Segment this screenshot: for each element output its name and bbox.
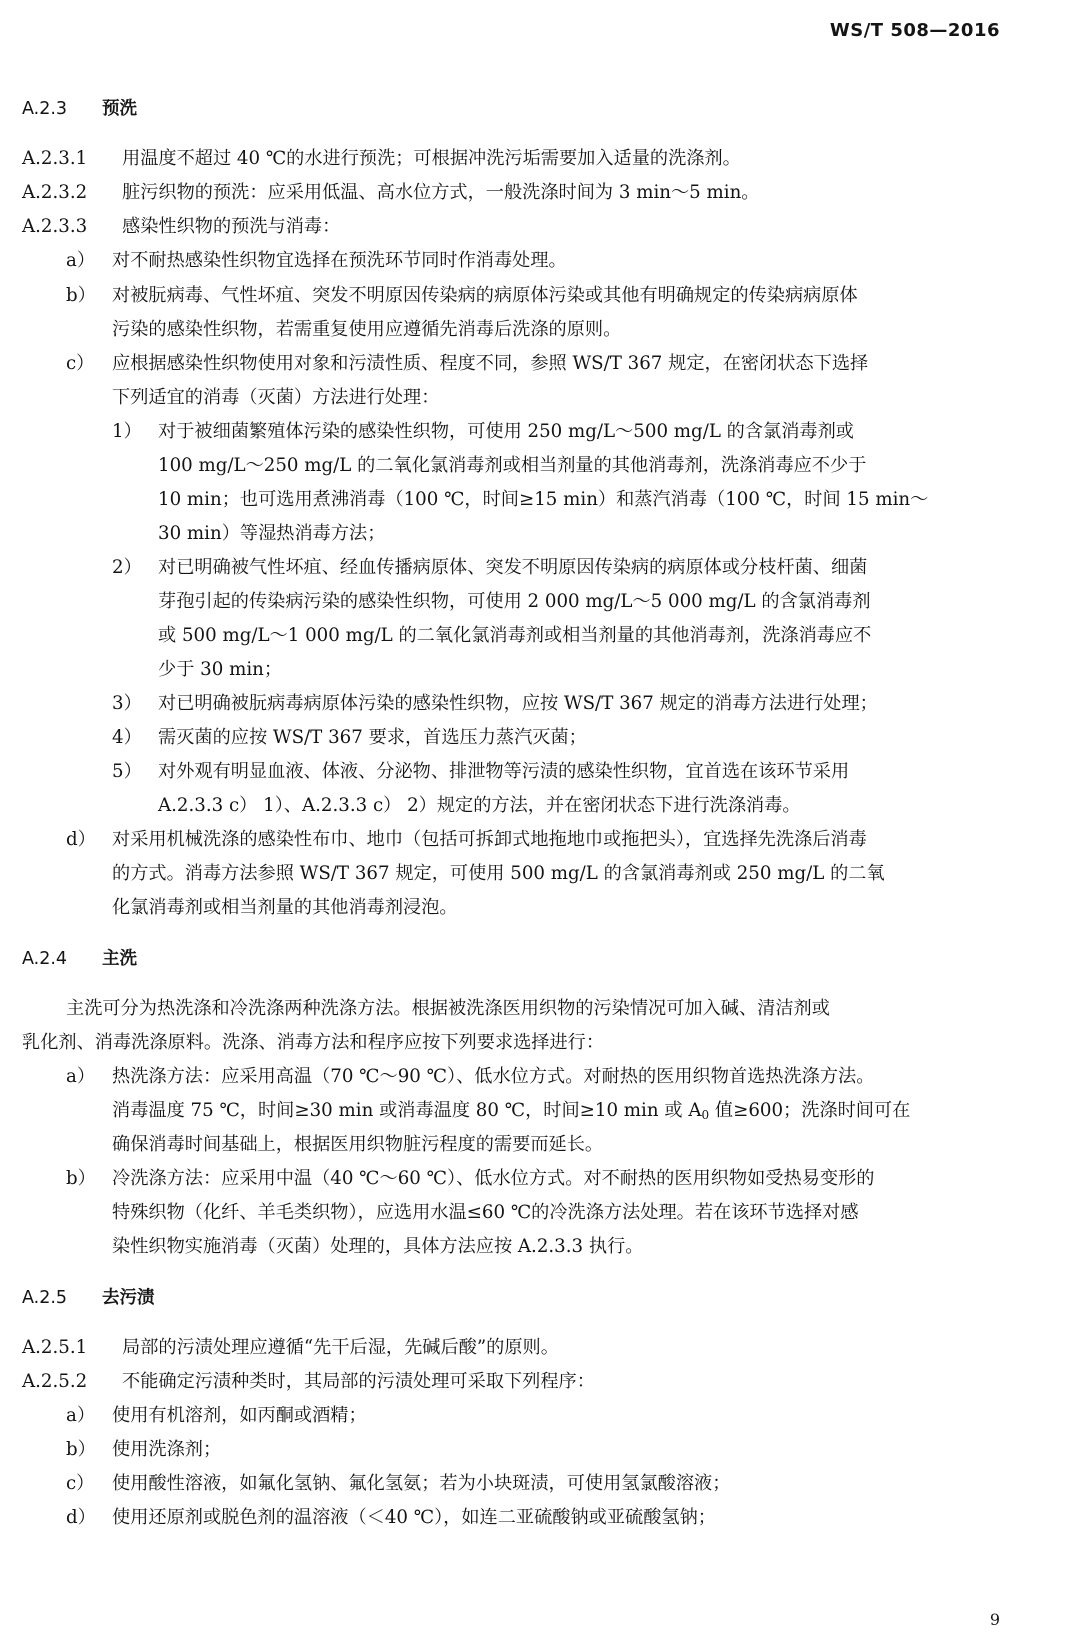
item-text: 使用洗涤剂； [112,1439,222,1460]
item-marker: c） [66,353,95,374]
page-number: 9 [989,1610,1000,1629]
list-item-a-cont [112,1094,910,1128]
clause-a233 [22,210,340,244]
list-item-d-cont: 化氯消毒剂或相当剂量的其他消毒剂浸泡。 [112,897,458,918]
section-number: A.2.3 [22,99,68,119]
sub-item-2-cont: 少于 30 min； [158,659,283,680]
item-marker: a） [66,1066,96,1087]
list-item-b-cont: 特殊织物（化纤、羊毛类织物），应选用水温≤60 ℃的冷洗涤方法处理。若在该环节选择对感 [112,1202,859,1223]
section-title: 主洗 [102,949,137,969]
item-marker: a） [66,1405,96,1426]
sub-item-5-cont: A.2.3.3 c） 1）、A.2.3.3 c） 2）规定的方法，并在密闭状态下进行洗涤消毒。 [158,795,801,816]
sub-item-text: 需灭菌的应按 WS/T 367 要求，首选压力蒸汽灭菌； [158,727,587,748]
section-heading-a25 [22,1281,155,1315]
section-number: A.2.4 [22,949,68,969]
list-item-a [66,244,567,278]
clause-a231 [22,142,741,176]
sub-item-text: 对已明确被气性坏疽、经血传播病原体、突发不明原因传染病的病原体或分枝杆菌、细菌 [158,557,868,578]
item-marker: d） [66,829,96,850]
sub-item-1-cont: 10 min；也可选用煮沸消毒（100 ℃，时间≥15 min）和蒸汽消毒（100 ℃，时间 15 min～ [158,489,929,510]
list-item-d [66,1501,716,1535]
clause-a232 [22,176,759,210]
sub-item-text: 对于被细菌繁殖体污染的感染性织物，可使用 250 mg/L～500 mg/L 的含氯消毒剂或 [158,421,854,442]
sub-item-3 [112,687,878,721]
item-text: 使用酸性溶液，如氟化氢钠、氟化氢氨；若为小块斑渍，可使用氢氯酸溶液； [112,1473,731,1494]
item-marker: b） [66,285,96,306]
sub-item-1-cont: 30 min）等湿热消毒方法； [158,523,386,544]
list-item-b-cont: 染性织物实施消毒（灭菌）处理的，具体方法应按 A.2.3.3 执行。 [112,1236,644,1257]
item-marker: a） [66,250,96,271]
sub-item-marker: 2） [112,557,142,578]
text-segment: 消毒温度 75 ℃，时间≥30 min 或消毒温度 80 ℃，时间≥10 min 或 A [112,1100,702,1121]
item-text: 使用有机溶剂，如丙酮或酒精； [112,1405,367,1426]
list-item-a [66,1060,874,1094]
list-item-c [66,1467,730,1501]
clause-text: 局部的污渍处理应遵循“先干后湿，先碱后酸”的原则。 [122,1337,559,1358]
list-item-b [66,1162,874,1196]
sub-item-2 [112,551,867,585]
sub-item-marker: 1） [112,421,142,442]
sub-item-marker: 3） [112,693,142,714]
list-item-d-cont: 的方式。消毒方法参照 WS/T 367 规定，可使用 500 mg/L 的含氯消毒剂或 250 mg/L 的二氧 [112,863,885,884]
sub-item-marker: 5） [112,761,142,782]
subscript: 0 [701,1108,710,1122]
text-segment: 值≥600；洗涤时间可在 [709,1100,911,1121]
paragraph-line: 乳化剂、消毒洗涤原料。洗涤、消毒方法和程序应按下列要求选择进行： [22,1032,605,1053]
section-title: 去污渍 [102,1288,155,1308]
clause-text: 脏污织物的预洗：应采用低温、高水位方式，一般洗涤时间为 3 min～5 min。 [122,182,760,203]
standard-code: WS/T 508—2016 [829,20,1000,41]
section-heading-a23 [22,92,137,126]
list-item-b-cont: 污染的感染性织物，若需重复使用应遵循先消毒后洗涤的原则。 [112,319,622,340]
item-text: 应根据感染性织物使用对象和污渍性质、程度不同，参照 WS/T 367 规定，在密闭状态下选择 [112,353,869,374]
section-heading-a24 [22,942,137,976]
item-text: 冷洗涤方法：应采用中温（40 ℃～60 ℃）、低水位方式。对不耐热的医用织物如受热易变形的 [112,1168,875,1189]
sub-item-2-cont: 或 500 mg/L～1 000 mg/L 的二氧化氯消毒剂或相当剂量的其他消毒剂，洗涤消毒应不 [158,625,872,646]
list-item-b [66,279,858,313]
item-text: 对被朊病毒、气性坏疽、突发不明原因传染病的病原体污染或其他有明确规定的传染病病原体 [112,285,858,306]
sub-item-text: 对已明确被朊病毒病原体污染的感染性织物，应按 WS/T 367 规定的消毒方法进行处理； [158,693,878,714]
section-number: A.2.5 [22,1288,68,1308]
clause-text: 不能确定污渍种类时，其局部的污渍处理可采取下列程序： [122,1371,595,1392]
paragraph-line: 主洗可分为热洗涤和冷洗涤两种洗涤方法。根据被洗涤医用织物的污染情况可加入碱、清洁剂或 [66,998,830,1019]
list-item-a-cont: 确保消毒时间基础上，根据医用织物脏污程度的需要而延长。 [112,1134,604,1155]
item-text: 热洗涤方法：应采用高温（70 ℃～90 ℃）、低水位方式。对耐热的医用织物首选热洗涤方法。 [112,1066,875,1087]
list-item-a [66,1399,367,1433]
item-text: 对采用机械洗涤的感染性布巾、地巾（包括可拆卸式地拖地巾或拖把头），宜选择先洗涤后消毒 [112,829,867,850]
sub-item-1 [112,415,854,449]
sub-item-text: 对外观有明显血液、体液、分泌物、排泄物等污渍的感染性织物，宜首选在该环节采用 [158,761,850,782]
clause-number: A.2.3.2 [22,182,88,203]
clause-number: A.2.5.1 [22,1337,88,1358]
clause-number: A.2.3.1 [22,148,88,169]
item-marker: c） [66,1473,95,1494]
sub-item-4 [112,721,587,755]
clause-a251 [22,1331,559,1365]
item-marker: b） [66,1168,96,1189]
list-item-b [66,1433,221,1467]
item-text: 对不耐热感染性织物宜选择在预洗环节同时作消毒处理。 [112,250,567,271]
clause-text: 用温度不超过 40 ℃的水进行预洗；可根据冲洗污垢需要加入适量的洗涤剂。 [122,148,741,169]
sub-item-2-cont: 芽孢引起的传染病污染的感染性织物，可使用 2 000 mg/L～5 000 mg/L 的含氯消毒剂 [158,591,871,612]
item-text: 使用还原剂或脱色剂的温溶液（＜40 ℃），如连二亚硫酸钠或亚硫酸氢钠； [112,1507,716,1528]
clause-text: 感染性织物的预洗与消毒： [122,216,341,237]
sub-item-marker: 4） [112,727,142,748]
section-title: 预洗 [102,99,137,119]
sub-item-1-cont: 100 mg/L～250 mg/L 的二氧化氯消毒剂或相当剂量的其他消毒剂，洗涤消毒应不少于 [158,455,867,476]
item-marker: d） [66,1507,96,1528]
clause-number: A.2.5.2 [22,1371,88,1392]
clause-a252 [22,1365,595,1399]
clause-number: A.2.3.3 [22,216,88,237]
list-item-c [66,347,868,381]
list-item-d [66,823,867,857]
item-marker: b） [66,1439,96,1460]
sub-item-5 [112,755,849,789]
list-item-c-cont: 下列适宜的消毒（灭菌）方法进行处理： [112,387,440,408]
